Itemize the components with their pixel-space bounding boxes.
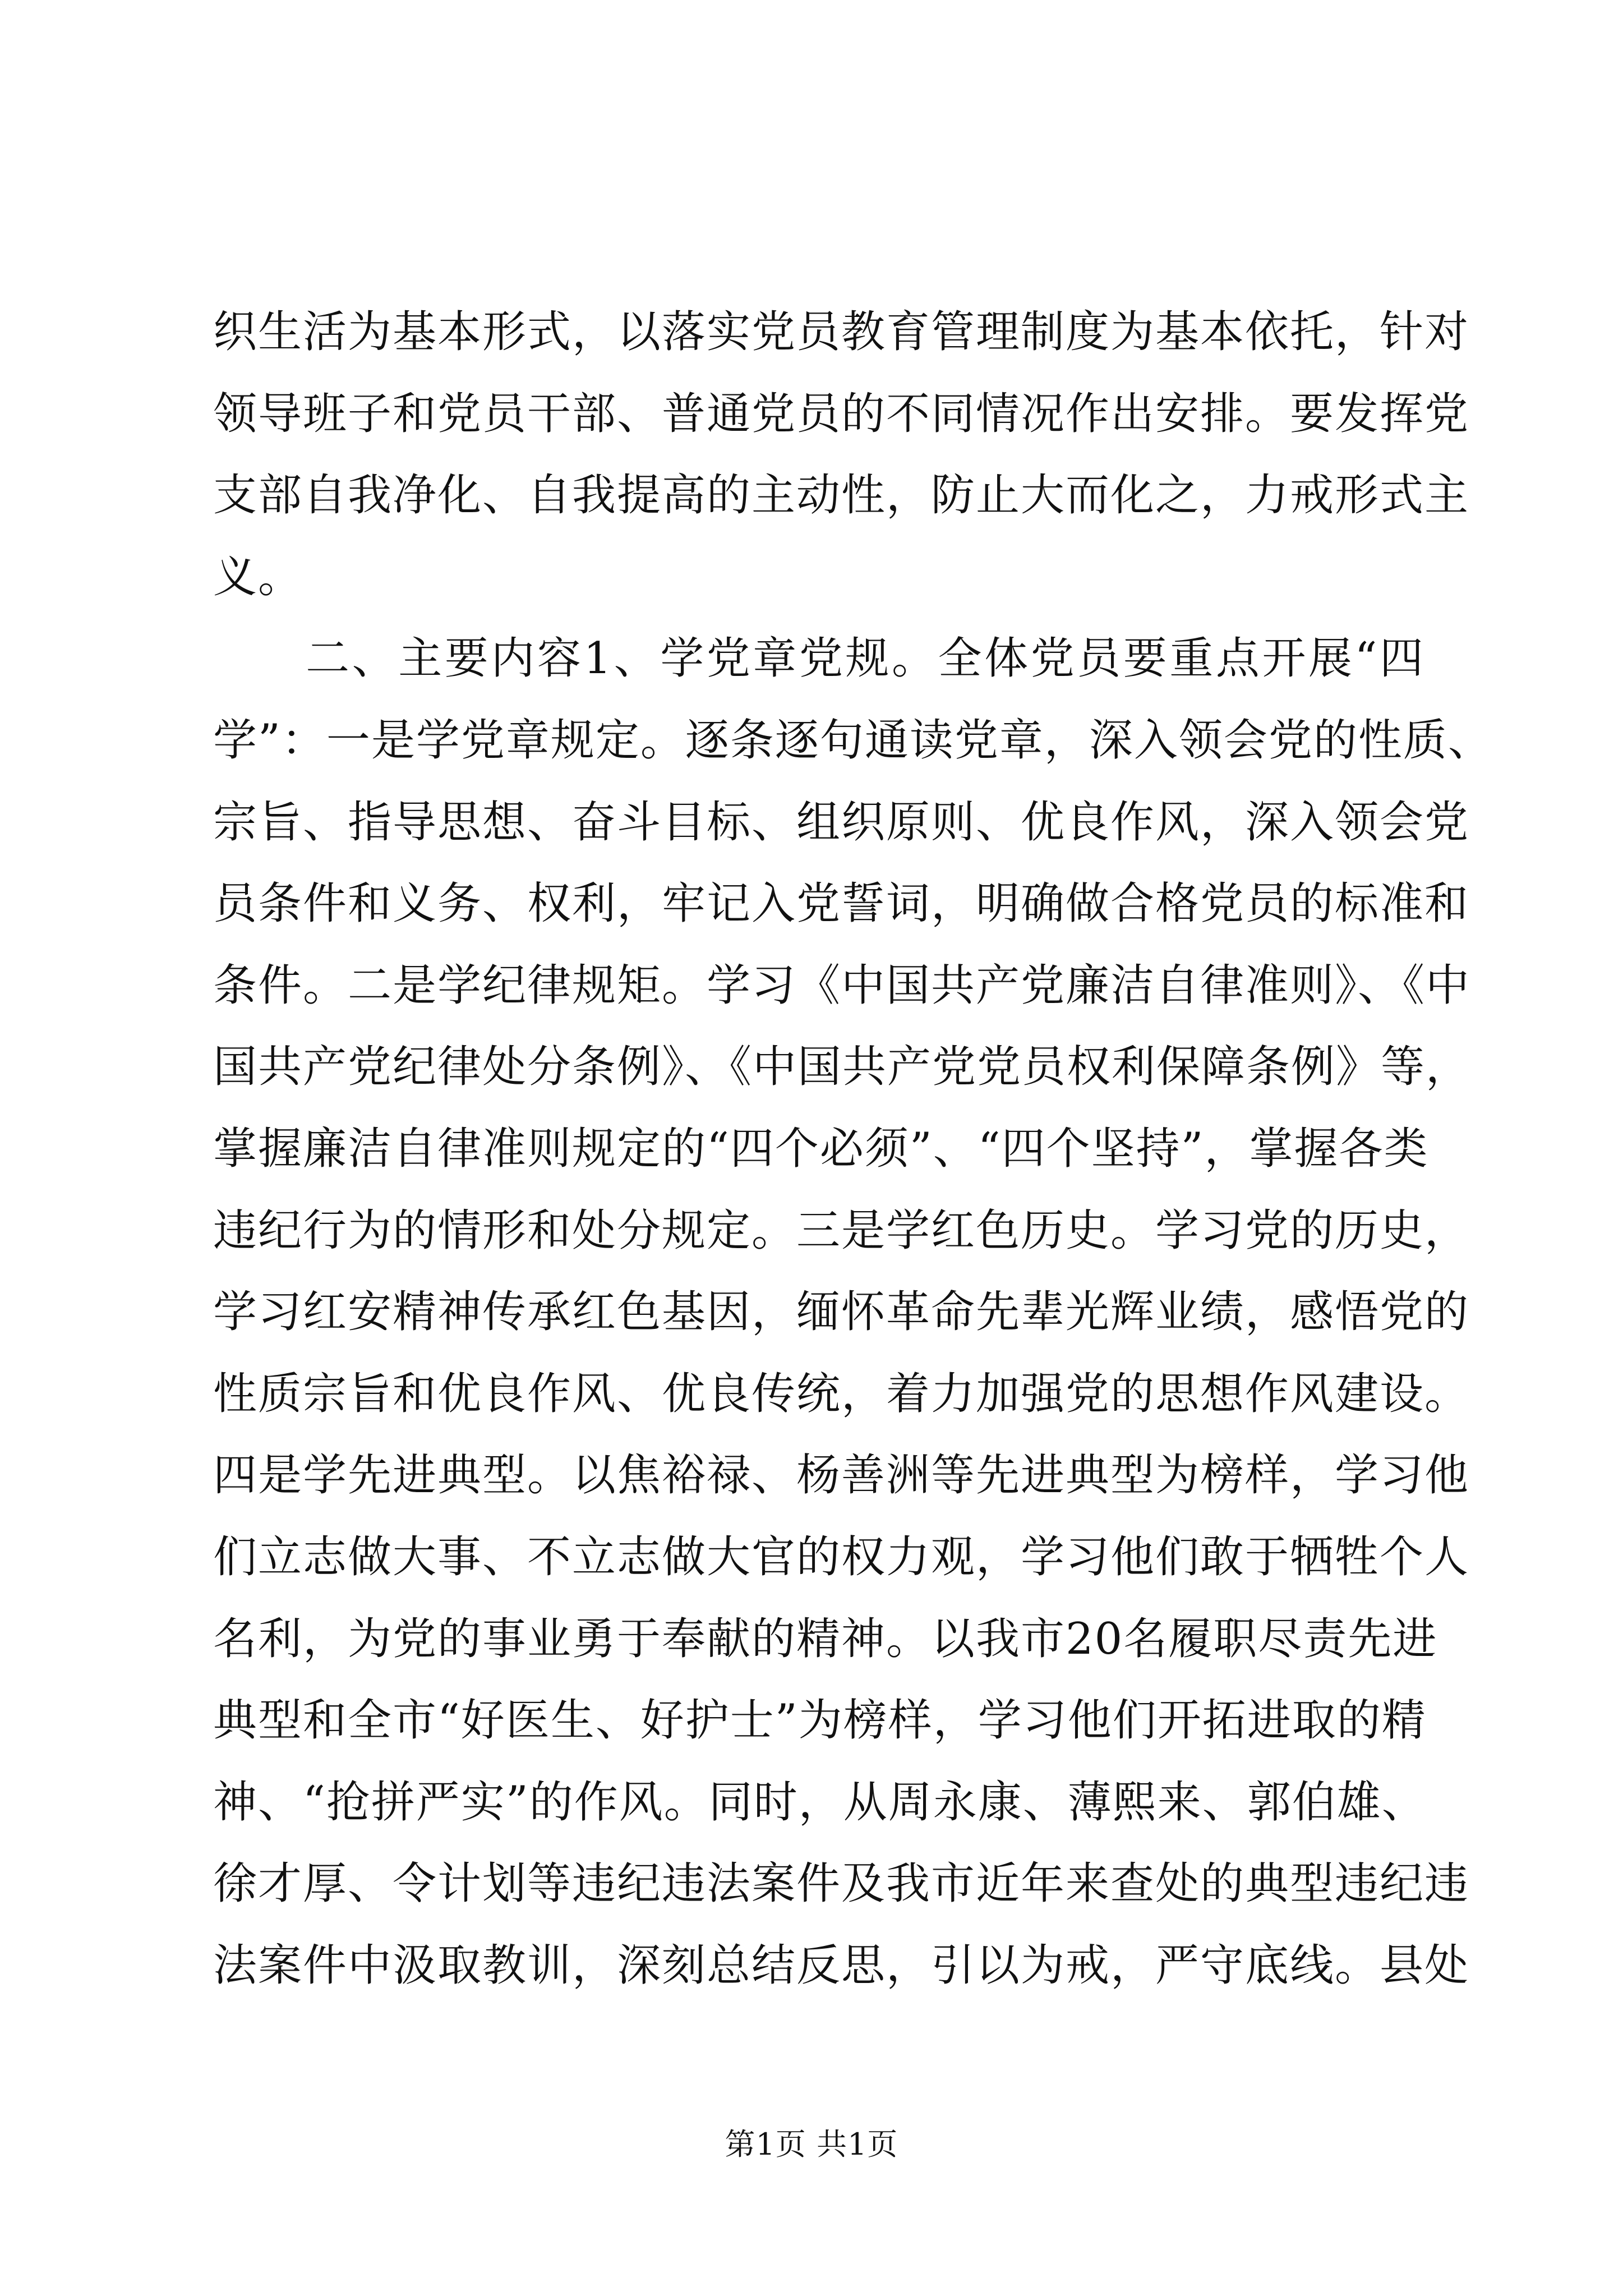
text-line: 法案件中汲取教训，深刻总结反思，引以为戒，严守底线。县处: [213, 1940, 1470, 1991]
text-line: 违纪行为的情形和处分规定。三是学红色历史。学习党的历史，: [213, 1205, 1470, 1256]
text-line: 学习红安精神传承红色基因，缅怀革命先辈光辉业绩，感悟党的: [213, 1287, 1470, 1338]
text-line: 义。: [213, 551, 303, 602]
text-line: 宗旨、指导思想、奋斗目标、组织原则、优良作风，深入领会党: [213, 797, 1470, 848]
text-line: 织生活为基本形式，以落实党员教育管理制度为基本依托，针对: [213, 307, 1470, 357]
text-line: 徐才厚、令计划等违纪违法案件及我市近年来查处的典型违纪违: [213, 1858, 1470, 1910]
document-body: [213, 292, 1493, 2007]
text-line: 性质宗旨和优良作风、优良传统，着力加强党的思想作风建设。: [213, 1368, 1470, 1419]
text-line: 典型和全市“好医生、好护士”为榜样，学习他们开拓进取的精: [213, 1695, 1427, 1746]
text-line: 神、“抢拼严实”的作风。同时，从周永康、薄熙来、郭伯雄、: [213, 1777, 1427, 1828]
text-line: 国共产党纪律处分条例》、《中国共产党党员权利保障条例》等，: [213, 1042, 1471, 1093]
text-line: 员条件和义务、权利，牢记入党誓词，明确做合格党员的标准和: [213, 878, 1470, 930]
text-line: 学”：一是学党章规定。逐条逐句通读党章，深入领会党的性质、: [213, 715, 1493, 766]
text-line: 领导班子和党员干部、普通党员的不同情况作出安排。要发挥党: [213, 388, 1470, 439]
text-line: 条件。二是学纪律规矩。学习《中国共产党廉洁自律准则》、《中: [213, 960, 1471, 1011]
text-line: 名利，为党的事业勇于奉献的精神。以我市20名履职尽责先进: [213, 1613, 1438, 1664]
text-line: 掌握廉洁自律准则规定的“四个必须”、“四个坚持”，掌握各类: [213, 1123, 1429, 1174]
text-line: 支部自我净化、自我提高的主动性，防止大而化之，力戒形式主: [213, 470, 1470, 521]
text-line: 们立志做大事、不立志做大官的权力观，学习他们敢于牺牲个人: [213, 1531, 1470, 1582]
page-number-label: 第1页 共1页: [725, 2127, 898, 2162]
text-line: 二、主要内容1、学党章党规。全体党员要重点开展“四: [213, 633, 1424, 684]
page-footer: [0, 2120, 1623, 2164]
text-line: 四是学先进典型。以焦裕禄、杨善洲等先进典型为榜样，学习他: [213, 1450, 1470, 1501]
